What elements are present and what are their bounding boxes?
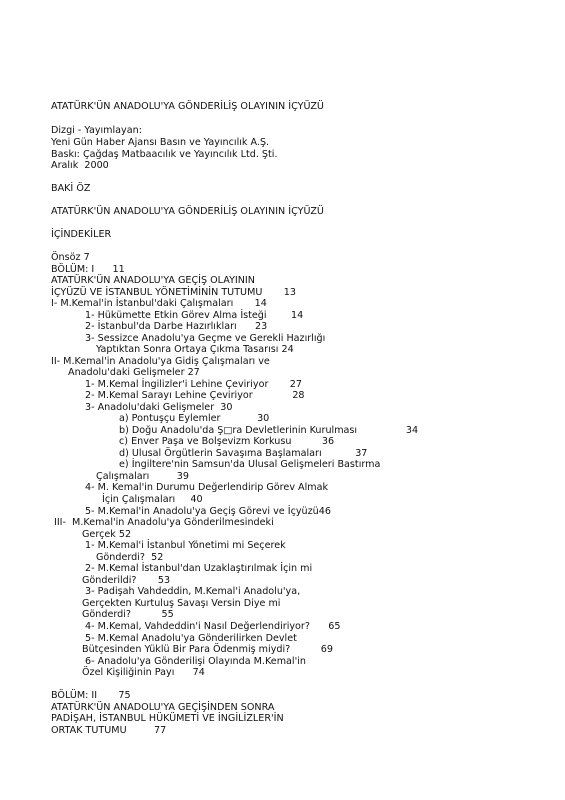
- toc-entry: Bütçesinden Yüklü Bir Para Ödenmiş miydi? 69: [82, 644, 333, 655]
- toc-entry: b) Doğu Anadolu'da Ş□ra Devletlerinin Kurulması 34: [119, 425, 419, 436]
- toc-entry: Yaptıktan Sonra Ortaya Çıkma Tasarısı 24: [96, 344, 294, 355]
- book-title: ATATÜRK'ÜN ANADOLU'YA GÖNDERİLİŞ OLAYININ İÇYÜZÜ: [51, 206, 324, 217]
- toc-entry: Gönderildi? 53: [82, 575, 171, 586]
- toc-entry: 5- M.Kemal'in Anadolu'ya Geçiş Görevi ve İçyüzü46: [85, 506, 331, 517]
- toc-entry: Özel Kişiliğinin Payı 74: [82, 667, 205, 678]
- printer-name: Baskı: Çağdaş Matbaacılık ve Yayıncılık Ltd. Şti.: [51, 149, 278, 160]
- toc-entry: d) Ulusal Örgütlerin Savaşıma Başlamaları 37: [119, 448, 368, 459]
- toc-entry: Gönderdi? 55: [82, 609, 174, 620]
- toc-entry: 1- M.Kemal'i İstanbul Yönetimi mi Seçerek: [85, 540, 286, 551]
- toc-entry: II- M.Kemal'in Anadolu'ya Gidiş Çalışmaları ve: [51, 356, 270, 367]
- toc-entry: ORTAK TUTUMU 77: [51, 725, 167, 736]
- toc-entry: İçin Çalışmaları 40: [102, 494, 203, 505]
- toc-entry: 6- Anadolu'ya Gönderilişi Olayında M.Kemal'in: [85, 656, 306, 667]
- toc-entry: Gerçek 52: [82, 529, 132, 540]
- document-title: ATATÜRK'ÜN ANADOLU'YA GÖNDERİLİŞ OLAYININ İÇYÜZÜ: [51, 101, 324, 112]
- toc-entry: 2- İstanbul'da Darbe Hazırlıkları 23: [85, 321, 268, 332]
- toc-entry: Gerçekten Kurtuluş Savaşı Versin Diye mi: [82, 598, 281, 609]
- toc-entry: I- M.Kemal'in İstanbul'daki Çalışmaları 14: [51, 298, 267, 309]
- toc-entry: 4- M.Kemal, Vahdeddin'i Nasıl Değerlendiriyor? 65: [85, 621, 341, 632]
- toc-entry: III- M.Kemal'in Anadolu'ya Gönderilmesindeki: [54, 517, 274, 528]
- toc-entry: c) Enver Paşa ve Bolşevizm Korkusu 36: [119, 436, 335, 447]
- toc-entry: ATATÜRK'ÜN ANADOLU'YA GEÇİŞ OLAYININ: [51, 275, 255, 286]
- toc-entry: a) Pontuşçu Eylemler 30: [119, 413, 270, 424]
- toc-entry: Çalışmaları 39: [96, 471, 189, 482]
- toc-entry: BÖLÜM: II 75: [51, 690, 131, 701]
- toc-entry: e) İngiltere'nin Samsun'da Ulusal Gelişmeleri Bastırma: [119, 459, 381, 470]
- toc-heading: İÇİNDEKİLER: [51, 229, 112, 240]
- author-name: BAKİ ÖZ: [51, 183, 91, 194]
- toc-entry: 5- M.Kemal Anadolu'ya Gönderilirken Devlet: [85, 633, 297, 644]
- toc-entry: 1- Hükümette Etkin Görev Alma İsteği 14: [85, 310, 304, 321]
- toc-entry: 4- M. Kemal'in Durumu Değerlendirip Görev Almak: [85, 482, 329, 493]
- toc-entry: 3- Sessizce Anadolu'ya Geçme ve Gerekli Hazırlığı: [85, 333, 326, 344]
- toc-entry: İÇYÜZÜ VE İSTANBUL YÖNETİMİNİN TUTUMU 13: [51, 287, 296, 298]
- toc-entry: 2- M.Kemal İstanbul'dan Uzaklaştırılmak İçin mi: [85, 563, 313, 574]
- toc-entry: Anadolu'daki Gelişmeler 27: [68, 367, 200, 378]
- toc-entry: Gönderdi? 52: [96, 552, 164, 563]
- toc-entry: BÖLÜM: I 11: [51, 264, 125, 275]
- toc-entry: 1- M.Kemal İngilizler'i Lehine Çeviriyor 27: [85, 379, 302, 390]
- publisher-name: Yeni Gün Haber Ajansı Basın ve Yayıncılık A.Ş.: [51, 137, 270, 148]
- publication-date: Aralık 2000: [51, 160, 109, 171]
- toc-entry: ATATÜRK'ÜN ANADOLU'YA GEÇİŞİNDEN SONRA: [51, 702, 275, 713]
- toc-entry: 3- Padişah Vahdeddin, M.Kemal'i Anadolu'ya,: [85, 586, 301, 597]
- toc-entry: 3- Anadolu'daki Gelişmeler 30: [85, 402, 233, 413]
- toc-entry: PADİŞAH, İSTANBUL HÜKÜMETİ VE İNGİLİZLER'İN: [51, 713, 284, 724]
- toc-entry: Önsöz 7: [51, 252, 90, 263]
- publisher-label: Dizgi - Yayımlayan:: [51, 125, 142, 136]
- toc-entry: 2- M.Kemal Sarayı Lehine Çeviriyor 28: [85, 390, 305, 401]
